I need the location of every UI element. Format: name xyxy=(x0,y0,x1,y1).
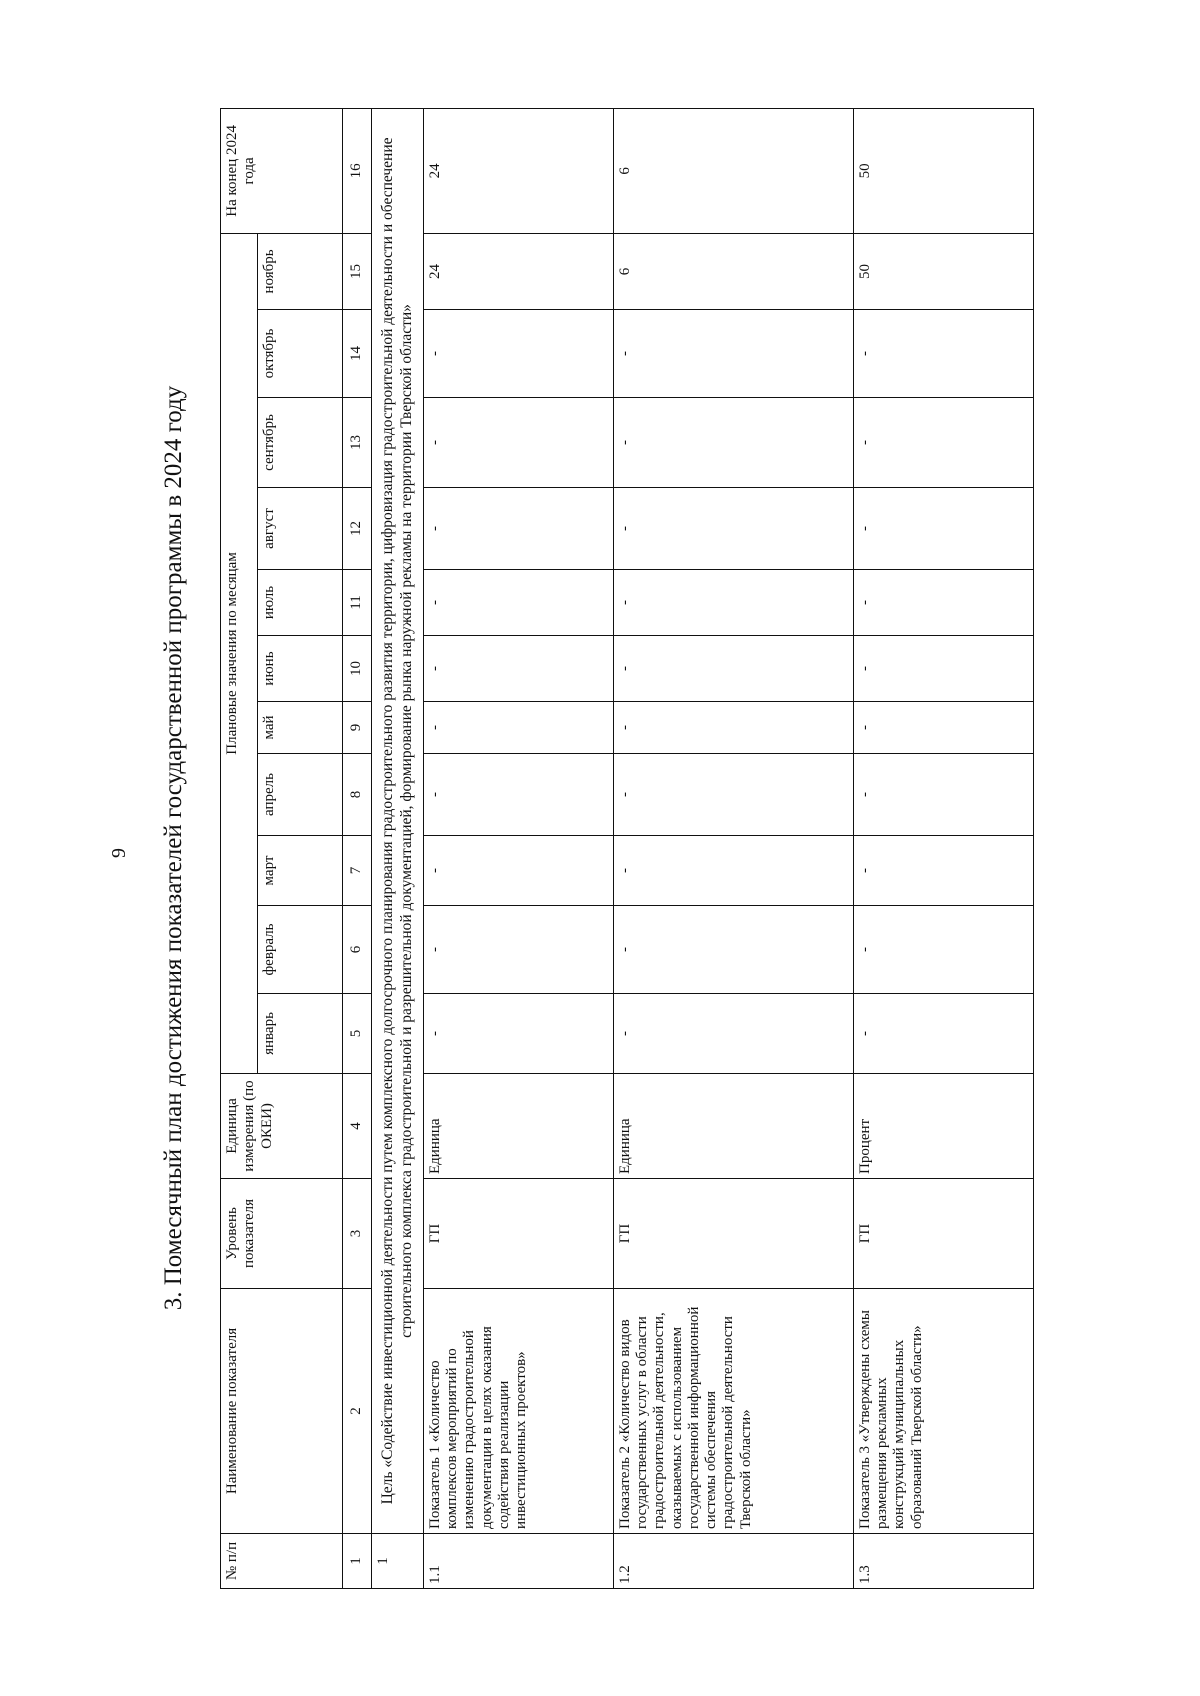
month-value: - xyxy=(613,994,853,1074)
column-number: 13 xyxy=(343,398,372,488)
indicator-unit: Единица xyxy=(423,1074,613,1179)
month-value: - xyxy=(853,488,1033,570)
month-header: февраль xyxy=(258,906,343,994)
column-number: 16 xyxy=(343,108,372,233)
column-number: 14 xyxy=(343,310,372,398)
page-number: 9 xyxy=(108,848,130,858)
column-number: 12 xyxy=(343,488,372,570)
year-end-value: 24 xyxy=(423,108,613,233)
month-header: январь xyxy=(258,994,343,1074)
month-value: - xyxy=(853,398,1033,488)
header-row xyxy=(221,108,258,1588)
month-value: - xyxy=(613,636,853,702)
column-number: 6 xyxy=(343,906,372,994)
month-value: - xyxy=(423,570,613,636)
indicator-name: Показатель 3 «Утверждены схемы размещения рекламных конструкций муниципальных образований Тверской области» xyxy=(853,1289,1033,1534)
month-value: - xyxy=(423,310,613,398)
column-number: 4 xyxy=(343,1074,372,1179)
month-value: - xyxy=(423,488,613,570)
month-header: май xyxy=(258,702,343,754)
month-value: - xyxy=(853,836,1033,906)
table-row xyxy=(613,108,853,1588)
month-header: октябрь xyxy=(258,310,343,398)
table-row xyxy=(853,108,1033,1588)
month-value: - xyxy=(853,754,1033,836)
indicator-name: Показатель 1 «Количество комплексов мероприятий по изменению градостроительной документации в целях оказания содействия реализации инвестиционных проектов» xyxy=(423,1289,613,1534)
indicator-unit: Процент xyxy=(853,1074,1033,1179)
month-header: март xyxy=(258,836,343,906)
header-level: Уровень показателя xyxy=(221,1179,343,1289)
column-number: 5 xyxy=(343,994,372,1074)
column-number: 1 xyxy=(343,1534,372,1589)
month-header: ноябрь xyxy=(258,233,343,309)
column-number: 7 xyxy=(343,836,372,906)
month-value: - xyxy=(613,488,853,570)
month-value: 50 xyxy=(853,233,1033,309)
table-row xyxy=(423,108,613,1588)
month-header: июнь xyxy=(258,636,343,702)
column-number: 8 xyxy=(343,754,372,836)
goal-row xyxy=(372,108,424,1588)
header-plan-group: Плановые значения по месяцам xyxy=(221,233,258,1073)
header-unit: Единица измерения (по ОКЕИ) xyxy=(221,1074,343,1179)
indicator-level: ГП xyxy=(423,1179,613,1289)
column-number: 9 xyxy=(343,702,372,754)
column-number-row xyxy=(343,108,372,1588)
month-value: 6 xyxy=(613,233,853,309)
month-value: 24 xyxy=(423,233,613,309)
month-value: - xyxy=(423,702,613,754)
indicator-unit: Единица xyxy=(613,1074,853,1179)
month-header: август xyxy=(258,488,343,570)
indicator-level: ГП xyxy=(853,1179,1033,1289)
indicator-level: ГП xyxy=(613,1179,853,1289)
month-value: - xyxy=(423,754,613,836)
month-value: - xyxy=(853,310,1033,398)
month-value: - xyxy=(613,836,853,906)
header-name: Наименование показателя xyxy=(221,1289,343,1534)
month-value: - xyxy=(853,570,1033,636)
month-header: апрель xyxy=(258,754,343,836)
month-value: - xyxy=(423,906,613,994)
month-value: - xyxy=(613,310,853,398)
header-num: № п/п xyxy=(221,1534,343,1589)
column-number: 15 xyxy=(343,233,372,309)
month-value: - xyxy=(423,836,613,906)
header-year-end: На конец 2024 года xyxy=(221,108,343,233)
month-value: - xyxy=(853,994,1033,1074)
column-number: 11 xyxy=(343,570,372,636)
month-value: - xyxy=(423,636,613,702)
row-num: 1.2 xyxy=(613,1534,853,1589)
month-value: - xyxy=(423,398,613,488)
month-header: июль xyxy=(258,570,343,636)
column-number: 2 xyxy=(343,1289,372,1534)
month-value: - xyxy=(613,754,853,836)
month-value: - xyxy=(423,994,613,1074)
indicator-name: Показатель 2 «Количество видов государственных услуг в области градостроительной деятельности, оказываемых с использованием государственной информационной системы обеспечения градостроительной деятельности Тверской области» xyxy=(613,1289,853,1534)
goal-num: 1 xyxy=(372,1534,424,1589)
month-value: - xyxy=(613,906,853,994)
month-header: сентябрь xyxy=(258,398,343,488)
row-num: 1.1 xyxy=(423,1534,613,1589)
month-value: - xyxy=(613,398,853,488)
year-end-value: 6 xyxy=(613,108,853,233)
goal-text: Цель «Содействие инвестиционной деятельности путем комплексного долгосрочного планирования градостроительного развития территории, цифровизация градостроительной деятельности и обеспечение строительного комплекса градостроительной и разрешительной документацией, формирование рынка наружной рекламы на территории Тверской области» xyxy=(372,108,424,1533)
year-end-value: 50 xyxy=(853,108,1033,233)
month-value: - xyxy=(853,906,1033,994)
month-value: - xyxy=(853,702,1033,754)
month-value: - xyxy=(853,636,1033,702)
month-value: - xyxy=(613,570,853,636)
indicator-plan-table xyxy=(220,108,1034,1589)
page-title: 3. Помесячный план достижения показателей государственной программы в 2024 году xyxy=(160,385,187,1311)
month-value: - xyxy=(613,702,853,754)
column-number: 3 xyxy=(343,1179,372,1289)
row-num: 1.3 xyxy=(853,1534,1033,1589)
column-number: 10 xyxy=(343,636,372,702)
